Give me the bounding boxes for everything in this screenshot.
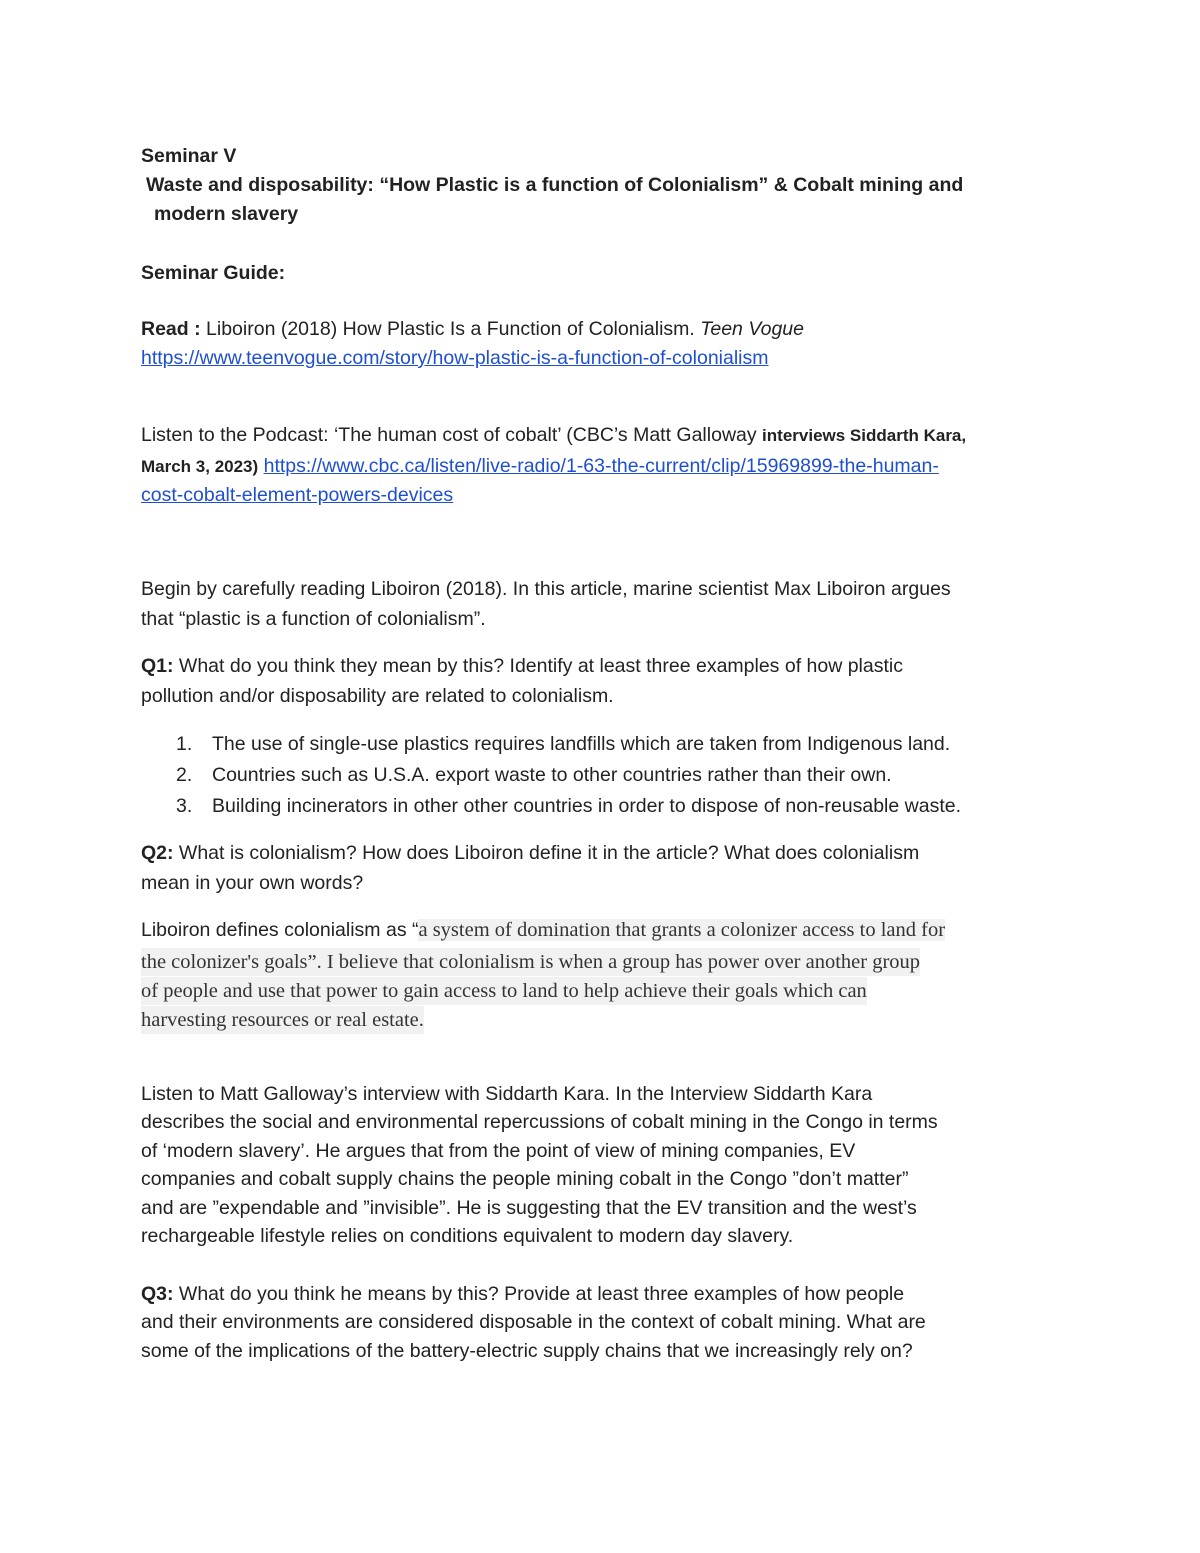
answer-text: The use of single-use plastics requires landfills which are taken from Indigenous land. xyxy=(212,733,951,755)
list-number: 3. xyxy=(176,795,193,817)
q1-answer-2 xyxy=(176,761,892,789)
q1-text: What do you think they mean by this? Identify at least three examples of how plastic xyxy=(173,655,903,677)
q3-line1 xyxy=(141,1280,904,1308)
listen-line2 xyxy=(141,452,939,481)
q2-text: What is colonialism? How does Liboiron define it in the article? What does colonialism xyxy=(173,842,920,864)
q2-line1 xyxy=(141,839,919,867)
seminar-guide-label: Seminar Guide: xyxy=(141,262,286,284)
q1-line1 xyxy=(141,652,903,680)
q1-answer-1 xyxy=(176,730,950,758)
answer-text: Building incinerators in other other countries in order to dispose of non-reusable waste. xyxy=(212,795,962,817)
seminar-subtitle-line1: Waste and disposability: “How Plastic is a function of Colonialism” & Cobalt mining and xyxy=(146,174,964,196)
seminar-heading: Seminar V xyxy=(141,145,237,167)
q2-line2: mean in your own words? xyxy=(141,872,364,894)
q3-line3: some of the implications of the battery-electric supply chains that we increasingly rely on? xyxy=(141,1340,913,1362)
kara-line5: and are ”expendable and ”invisible”. He is suggesting that the EV transition and the west’s xyxy=(141,1197,917,1219)
q3-text: What do you think he means by this? Provide at least three examples of how people xyxy=(173,1283,905,1305)
q2-answer-quote: a system of domination that grants a colonizer access to land for xyxy=(418,919,946,941)
read-line xyxy=(141,315,804,343)
read-journal: Teen Vogue xyxy=(700,318,804,340)
read-label: Read : xyxy=(141,318,201,340)
intro-line2: that “plastic is a function of colonialism”. xyxy=(141,608,486,630)
q2-answer-prefix: Liboiron defines colonialism as “ xyxy=(141,919,419,941)
q2-answer-line2: the colonizer's goals”. I believe that colonialism is when a group has power over another group xyxy=(141,948,920,976)
q3-label: Q3: xyxy=(141,1283,174,1305)
intro-line1: Begin by carefully reading Liboiron (2018). In this article, marine scientist Max Liboiron argues xyxy=(141,578,951,600)
q2-answer-line4: harvesting resources or real estate. xyxy=(141,1006,424,1034)
q2-answer-line1 xyxy=(141,916,945,944)
seminar-subtitle-line2: modern slavery xyxy=(154,203,299,225)
q2-label: Q2: xyxy=(141,842,174,864)
q1-line2: pollution and/or disposability are related to colonialism. xyxy=(141,685,614,707)
listen-url-link-part2[interactable]: cost-cobalt-element-powers-devices xyxy=(141,484,454,506)
kara-line1: Listen to Matt Galloway’s interview with Siddarth Kara. In the Interview Siddarth Kara xyxy=(141,1083,873,1105)
q2-answer-line3: of people and use that power to gain access to land to help achieve their goals which can xyxy=(141,977,867,1005)
listen-bold-interviewee: interviews Siddarth Kara, xyxy=(762,426,967,445)
q3-line2: and their environments are considered disposable in the context of cobalt mining. What are xyxy=(141,1311,926,1333)
answer-text: Countries such as U.S.A. export waste to other countries rather than their own. xyxy=(212,764,892,786)
list-number: 2. xyxy=(176,764,193,786)
q1-label: Q1: xyxy=(141,655,174,677)
kara-line4: companies and cobalt supply chains the people mining cobalt in the Congo ”don’t matter” xyxy=(141,1168,909,1190)
listen-text: Listen to the Podcast: ‘The human cost of cobalt’ (CBC’s Matt Galloway xyxy=(141,424,763,446)
read-url-link[interactable]: https://www.teenvogue.com/story/how-plastic-is-a-function-of-colonialism xyxy=(141,347,769,369)
list-number: 1. xyxy=(176,733,193,755)
kara-line3: of ‘modern slavery’. He argues that from the point of view of mining companies, EV xyxy=(141,1140,856,1162)
listen-date: March 3, 2023) xyxy=(141,457,259,476)
listen-url-link-part1[interactable]: https://www.cbc.ca/listen/live-radio/1-63-the-current/clip/15969899-the-human- xyxy=(263,455,939,477)
listen-line1 xyxy=(141,421,966,450)
read-text: Liboiron (2018) How Plastic Is a Function of Colonialism. xyxy=(200,318,701,340)
q1-answer-3 xyxy=(176,792,961,820)
kara-line6: rechargeable lifestyle relies on conditions equivalent to modern day slavery. xyxy=(141,1225,794,1247)
kara-line2: describes the social and environmental repercussions of cobalt mining in the Congo in terms xyxy=(141,1111,938,1133)
